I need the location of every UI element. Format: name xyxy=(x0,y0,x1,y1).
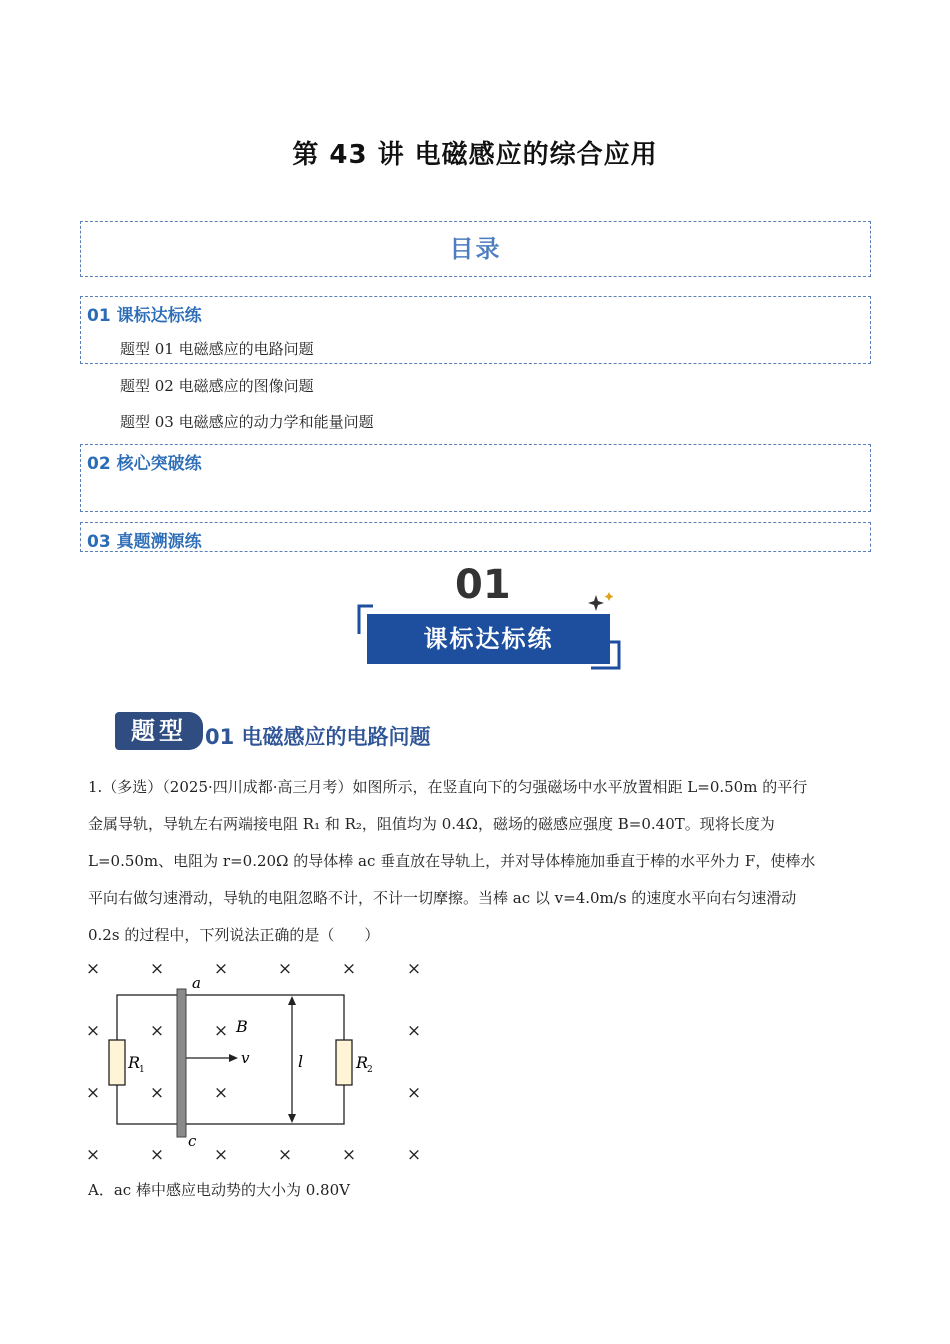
toc-item-type-03[interactable]: 题型 03 电磁感应的动力学和能量问题 xyxy=(120,413,374,431)
field-cross: × xyxy=(213,1021,229,1041)
question-line-1: 1.（多选）（2025·四川成都·高三月考）如图所示，在竖直向下的匀强磁场中水平放置相距 L=0.50m 的平行 xyxy=(88,778,808,796)
question-line-4: 平向右做匀速滑动，导轨的电阻忽略不计，不计一切摩擦。当棒 ac 以 v=4.0m/s 的速度水平向右匀速滑动 xyxy=(88,889,797,907)
toc-heading: 目录 xyxy=(449,235,502,263)
field-cross: × xyxy=(341,1145,357,1165)
circuit-figure xyxy=(80,955,440,1175)
toc-section-03-link[interactable]: 03 真题溯源练 xyxy=(87,532,202,552)
section-badge-number: 01 xyxy=(455,562,511,608)
field-cross: × xyxy=(277,1145,293,1165)
label-r1: R xyxy=(128,1053,141,1072)
page-title: 第 43 讲 电磁感应的综合应用 xyxy=(292,140,658,170)
toc-section-01-link[interactable]: 01 课标达标练 xyxy=(87,306,202,326)
conductor-rod-ac xyxy=(177,989,186,1137)
field-cross: × xyxy=(85,1021,101,1041)
resistor-r2 xyxy=(336,1040,352,1085)
field-cross: × xyxy=(406,1021,422,1041)
field-cross: × xyxy=(213,1145,229,1165)
resistor-r1 xyxy=(109,1040,125,1085)
field-cross: × xyxy=(149,1145,165,1165)
field-cross: × xyxy=(85,959,101,979)
label-l: l xyxy=(298,1052,304,1071)
type-tag: 题型 xyxy=(115,712,203,750)
field-cross: × xyxy=(406,959,422,979)
label-r2-sub: 2 xyxy=(367,1065,373,1075)
toc-item-type-01[interactable]: 题型 01 电磁感应的电路问题 xyxy=(120,340,314,358)
option-a[interactable]: A．ac 棒中感应电动势的大小为 0.80V xyxy=(88,1181,350,1199)
toc-header-box xyxy=(80,221,871,277)
field-cross: × xyxy=(277,959,293,979)
field-cross: × xyxy=(149,1021,165,1041)
label-c: c xyxy=(188,1132,197,1150)
field-cross: × xyxy=(149,959,165,979)
field-cross: × xyxy=(213,1083,229,1103)
section-badge-label: 课标达标练 xyxy=(367,614,610,664)
field-cross: × xyxy=(85,1145,101,1165)
field-cross: × xyxy=(406,1145,422,1165)
field-cross: × xyxy=(406,1083,422,1103)
question-line-2: 金属导轨，导轨左右两端接电阻 R₁ 和 R₂，阻值均为 0.4Ω，磁场的磁感应强度 B=0.40T。现将长度为 xyxy=(88,815,775,833)
type-section-title: 01 电磁感应的电路问题 xyxy=(205,725,431,749)
field-cross: × xyxy=(85,1083,101,1103)
question-line-5: 0.2s 的过程中，下列说法正确的是（ ） xyxy=(88,926,380,944)
question-text xyxy=(88,769,878,954)
label-r1-sub: 1 xyxy=(139,1065,145,1075)
question-line-3: L=0.50m、电阻为 r=0.20Ω 的导体棒 ac 垂直放在导轨上，并对导体棒施加垂直于棒的水平外力 F，使棒水 xyxy=(88,852,816,870)
label-B: B xyxy=(236,1017,248,1036)
toc-section-02-link[interactable]: 02 核心突破练 xyxy=(87,454,202,474)
label-r2: R xyxy=(356,1053,369,1072)
field-cross: × xyxy=(341,959,357,979)
label-v: v xyxy=(241,1049,250,1067)
toc-item-type-02[interactable]: 题型 02 电磁感应的图像问题 xyxy=(120,377,314,395)
label-a: a xyxy=(192,974,201,992)
field-cross: × xyxy=(213,959,229,979)
field-cross: × xyxy=(149,1083,165,1103)
